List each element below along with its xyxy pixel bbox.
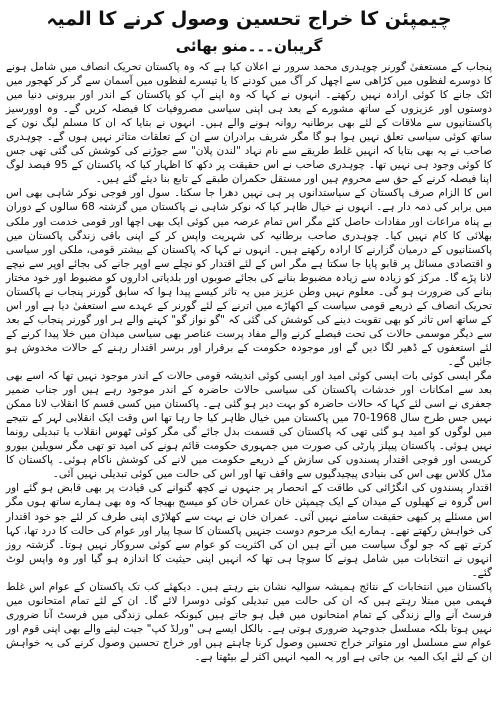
article-paragraph: مگر ایسی کوئی بات ایسی کوئی امید اور ایسی کوئی اندیشہ قومی حالات کے اندر موجود نہیں تھا کہ اسے بھی بعد سے امکانات اور خدشات پاکستان کی سیاسی حالات حاضرہ کے اندر موجود رہے ہیں اور جناب ضمیر جعفری نے اسی لئے کہا کہ حالات حاضرہ کو بہت دیر ہو گئی ہے۔ پاکستان میں کسی قسم کا انقلاب لانا ممکن نہیں جس طرح سال 1968-70 میں پاکستان میں خیال ظاہر کیا جا رہا تھا اس وقت ایک انقلابی لہر کے نتیجے میں لوگوں کو امید ہو گئی تھی کہ پاکستان کی قسمت بدل جائے گی مگر کوئی ٹھوس انقلاب یا تبدیلی رونما نہیں ہوئی۔ پاکستان پیپلز پارٹی کی صورت میں جمہوری حکومت قائم ہونے کی امید تو تھی مگر سویلین بیورو کریسی اور فوجی اقتدار پسندوں کی سازش کے ذریعے حکومت میں لانے کی کوشش ناکام ہوئی۔ پاکستان کا مڈل کلاس بھی اس کی بنیادی پیچیدگیوں سے واقف تھا اور اس کی حالت میں کوئی تبدیلی نہیں آئی۔ [6, 370, 492, 481]
article-paragraph: اس کا الزام صرف پاکستان کے سیاستدانوں پر ہی نہیں دھرا جا سکتا۔ سول اور فوجی نوکر شاہی بھی اس میں برابر کی ذمہ دار ہے۔ انہوں نے خیال ظاہر کیا کہ نوکر شاہی نے پاکستان میں گزشتہ 68 سالوں کے دوران بے پناہ مراعات اور مفادات حاصل کئے مگر اس تمام عرصہ میں کوئی ایک بھی اچھا اور قومی خدمت اور ملکی بھلائی کا کام نہیں کیا۔ چوہدری صاحب برطانیہ کی شہریت واپس کر کے اپنی باقی زندگی پاکستان میں پاکستانیوں کے درمیان گزارنے کا ارادہ رکھتے ہیں۔ انہوں نے کہا کہ پاکستان کے بیشتر قومی، ملکی اور سیاسی و اقتصادی مسائل پر قابو پایا جا سکتا ہے مگر اس کے لئے اقتدار کو نچلے سے اوپر جانے کی بجائے اوپر سے نیچے لانا پڑے گا۔ مرکز کو زیادہ سے زیادہ مضبوط بنانے کی بجائے صوبوں اور بلدیاتی اداروں کو مضبوط اور خود مختار بنانے کی ضرورت ہو گی۔ معلوم نہیں وطن عزیز میں یہ تاثر کیسے پیدا ہوا کہ سابق گورنر پنجاب نے پاکستان تحریک انصاف کے ذریعے قومی سیاست کے اکھاڑے میں اترنے کے لئے گورنر کے عہدے سے استعفیٰ دیا ہے اور اس کے ساتھ اس تاثر کو بھی تقویت دینے کی کوشش کی گئی کہ "گو نواز گو" کہنے والے ہر اور گورنر پنجاب کے بعد سے دیگر موسمی حالات کی تحت فیصلے کرنے والے مفاد پرست عناصر بھی سیاسی میدان میں خلا پیدا کرنے کے لئے استعفوں کے ڈھیر لگا دیں گے اور موجودہ حکومت کے برقرار اور برسر اقتدار رہنے کے حالات مخدوش ہو جائیں گے۔ [6, 187, 492, 368]
article-title: چیمپئن کا خراج تحسین وصول کرنے کا المیہ [46, 8, 452, 30]
article-paragraph: اقتدار پسندوں کی انگڑائی کی طاقت کے انحصار پر جنہوں نے کچھ گنوانے کی قیادت پر بھی قابض ہو گئے اور اس گروہ نے کھیلوں کے میدان کے ایک چیمپئن خان عمران خان کو میسج بھیجا کہ وہ بھی ہمارے ساتھ ہوں مگر اس مسئلے پر کبھی حقیقت سامنے نہیں آئی۔ عمران خان نے بہت سے کھلاڑی اپنی طرف کر لئے جو خود اقتدار کی خواہش رکھتے تھے۔ ہمارے ایک مرحوم دوست جنہیں پاکستان کا سچا پیار اور عوام کی حالت کا درد تھا، کہا کرتے تھے کہ جو لوگ سیاست میں آتے ہیں ان کی اکثریت کو عوام سے کوئی سروکار نہیں ہوتا۔ گزشتہ روز انہوں نے انتخابات میں شامل ہونے کا سوچا ہی تھا کہ انہیں اپنی حیثیت کا اندازہ ہو گیا اور وہ واپس لوٹ گئے۔ [6, 482, 492, 579]
article-paragraph: پنجاب کے مستعفیٰ گورنر چوہدری محمد سرور نے اعلان کیا ہے کہ وہ پاکستان تحریک انصاف میں شامل ہونے کا دوسرے لفظوں میں کڑاھی سے اچھل کر آگ میں کودنے کا یا تیسرے لفظوں میں آسمان سے گر کر کھجور میں اٹک جانے کا کوئی ارادہ نہیں رکھتے۔ انہوں نے کہا کہ وہ اپنے آپ کو پاکستان کے اندر اور بیرونی دنیا میں دوستوں اور عزیزوں کے ساتھ مشورے کے بعد ہی اپنی سیاسی مصروفیات کا فیصلہ کریں گے۔ وہ اوورسیز پاکستانیوں سے ملاقات کے لئے بھی برطانیہ روانہ ہونے والے ہیں۔ انہوں نے بتایا کہ ان کا مسلم لیگ نون کے ساتھ کوئی سیاسی تعلق نہیں ہوا ہو گا مگر شریف برادران سے ان کے تعلقات متاثر نہیں ہوں گے۔ چوہدری صاحب نے یہ بھی بتایا کہ انہیں غلط طریقے سے نام نہاد "لندن پلان" سے جوڑنے کی کوشش کی گئی تھی جس کا کوئی وجود ہی نہیں تھا۔ چوہدری صاحب نے اس حقیقت پر دکھ کا اظہار کیا کہ پاکستان کے 95 فیصد لوگ اپنا فیصلہ کرنے کے حق سے محروم ہیں اور مستقل حکمران طبقے کے تابع بنا دیئے گئے ہیں۔ [6, 61, 492, 186]
newspaper-column [0, 4, 498, 727]
article-byline: گریبان۔۔۔منو بھائی [175, 37, 323, 55]
article-paragraph: پاکستان میں انتخابات کے نتائج ہمیشہ سوالیہ نشان بنے رہتے ہیں۔ دیکھئے کب تک پاکستان کے عوام اس غلط فہمی میں مبتلا رہتے ہیں کہ ان کی حالت میں تبدیلی کوئی دوسرا لائے گا۔ ان کے لئے تمام امتحانوں میں فرسٹ آنے والے زندگی کے تمام امتحانوں میں فیل ہو جاتے ہیں کیونکہ عملی زندگی میں فرسٹ آنا ضروری نہیں ہوتا بلکہ مسلسل جدوجہد ضروری ہوتی ہے۔ بالکل ایسے ہی "ورلڈ کپ" جیت لینے والے بھی اپنی قوم اور عوام سے مسلسل اور متواتر خراج تحسین وصول کرنا چاہتے ہیں اور خراج تحسین وصول کرنے کی یہ خواہش ان کے لئے ایک المیہ بن جاتی ہے اور یہ المیہ انہیں اکثر لے بیٹھتا ہے۔ [6, 580, 492, 663]
article-body [6, 60, 492, 664]
